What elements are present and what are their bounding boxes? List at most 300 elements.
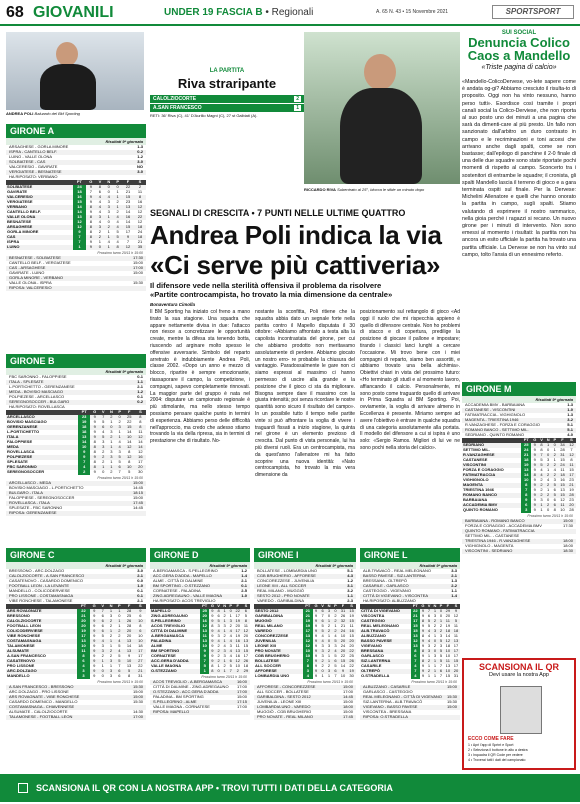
standings-header-cell: PT [412, 603, 418, 609]
result-row: CASTEGGIO - VIGEVANO 1-1 [363, 588, 457, 593]
table-row: COLICODERVIESE 19 9 6 1 2 20 6 [6, 629, 146, 634]
group-title: GIRONE I [254, 548, 356, 562]
next-row: JUVENILIA - LEONE XIII 15:00 [257, 699, 353, 704]
standings-header-cell: V [540, 437, 543, 443]
banner-text: SCANSIONA IL QR CON LA NOSTRA APP • TROVI TUTTI I DATI DELLA CATEGORIA [36, 783, 393, 793]
table-row: LUINO 1 9 0 1 8 12 35 [6, 245, 146, 250]
standings-header-cell: P [334, 603, 337, 609]
next-row: RIPOSA: MAPELLO [150, 710, 250, 715]
table-row: ROMANO BANCO 8 9 2 2 5 15 28 [462, 493, 576, 498]
table-row: MEDA 10 8 3 1 4 12 14 [6, 445, 146, 450]
table-row: SEREGNOSOCCER 2 9 0 2 7 5 30 [7, 469, 143, 475]
table-row: SEDRIANO 25 9 8 1 0 34 12 [462, 443, 576, 448]
standings-header-cell: V [99, 410, 107, 415]
standings-header-cell: G [86, 180, 96, 185]
player-head [56, 42, 78, 66]
next-row: ALBUZZANO - CASARILE 15:00 [360, 685, 460, 690]
results-header: Risultati 9ª giornata [254, 562, 356, 569]
standings-header-cell: V [96, 180, 105, 185]
match-title: Riva straripante [177, 76, 277, 91]
table-row: SOLBIATESE 24 9 8 0 0 22 2 [6, 185, 146, 190]
standings-header-cell: PT [77, 604, 89, 609]
table-row: MUGGIÒ 19 9 6 1 2 32 15 [254, 619, 356, 624]
sidebar-body: «Mandello-ColicoDervese, vo-lete sapere come è andata og-gi? Abbiamo cresciuto il risulta-to di proposito. Oggi non ha vinto nessuno, hanno perso tutti». Esordisce così tramite i propri canali social la Colico-Derviese, che non riporta al suo posto uno dei minuti a una pagina che sarà da dimenti-care al più presto. Un fallo non sanzionato dall'arbitro un duro contrasto in campo e le recriminazioni e toni accesi che arrivano anche dagli spalti, come se non bastasse; dall'epilogo di panchine il 2-0 finale di una delle due squadre sono state riportate pochi momenti di rispetto al campo. Sconcerto tra i sostenitori di entrambe le squadre; il cronista, gli spalti Mandello lascia il terreno di gioco e a gara terminata ospiti sul finale. Per la Dervese: Michelini Allenatore e quelli che hanno onorato la partita in campo, sugli spalti. Stiamo valutando di esprimere il nostro rammarico, nella gioia perché i ragazzi si recano. Un nuovo girone per i minuti di intervento. Non sono emessi al momento i risultati: la partita non ha ancora un esito ufficiale la partita ha trovato una partita ufficiale. La Dervese se non ha vinto sul campo, tolto l'ansia di un ennesimo referto. [462, 79, 576, 258]
result-row: SOLBIATESE - CAS 3-0 [6, 160, 146, 165]
table-row: L.PORTICHETTO 18 9 4 3 1 14 11 [7, 429, 143, 435]
table-row: BARBAIANA 9 9 3 0 6 12 23 [463, 497, 574, 503]
table-row: CASTEGGIO 17 8 5 2 1 11 5 [360, 619, 460, 624]
result-row: HA RIPOSATO: VERBANO [9, 174, 58, 179]
qr-steps: 1 • Apri l'app di Sprint e Sport 2 • Seleziona il bottone in alto a destra 3 • Inquadra il QR Code per vedere 4 • Troverai tutti i dati del campionato [468, 743, 528, 762]
table-row: GORLA MINORE 9 8 2 1 5 17 24 [7, 229, 143, 235]
article-title-2: «Ci serve più cattiveria» [150, 250, 441, 280]
table-row: ARCELLASCO 23 9 7 2 0 25 8 [6, 415, 146, 420]
results-header: Risultati 9ª giornata [150, 562, 250, 569]
table-row: VALLE OLONA 13 8 3 1 4 16 22 [6, 215, 146, 220]
result-row: ITALA - SPLESATE 1-1 [6, 380, 146, 385]
next-row: BULGARO - ITALA 18:15 [6, 491, 146, 496]
next-header: Prossimo turno 20/11 h 15:00 [411, 680, 457, 684]
standings-table [150, 604, 250, 674]
bottom-banner[interactable] [0, 774, 580, 802]
table-row: LEONE XIII 12 9 3 3 3 24 20 [255, 643, 354, 649]
table-row: S.PELLEGRINO 16 9 5 1 3 19 8 [150, 619, 250, 624]
next-row: ALSUMATE - CALOLZIOCORTE 14:30 [9, 709, 143, 714]
table-row: BOLLATESE 7 9 2 1 6 15 26 [254, 659, 356, 664]
table-row: PALADINA 13 9 4 1 4 16 13 [151, 638, 249, 644]
next-row: GARLASCO - CASTEGGIO [363, 689, 413, 694]
table-row: FBC SARONNO 4 8 1 1 6 10 20 [6, 465, 146, 470]
article-summary: Il difensore vede nella sterilità offensiva il problema da risolvere «Partite controcampista, ho trovato la mia dimensione da centrale» [150, 281, 393, 299]
result-row: BASSO PAVESE - SIZ.LANTERNA 2-1 [360, 574, 460, 579]
group-m [462, 382, 576, 554]
phone-icon [500, 686, 542, 734]
next-row: ARS ROVAGNATE - VIBE RONCHESE 15:00 [6, 695, 146, 700]
table-row: VISCONTEA 21 9 6 3 0 20 12 [361, 613, 459, 619]
table-row: ALB.TRAVACÒ 15 9 4 3 2 18 18 [361, 628, 459, 634]
table-row: VALLE IMAGNA 5 8 1 2 5 10 18 [151, 663, 249, 669]
result-row: PRO LISSONE - COSTAMASNAGA 0-1 [6, 594, 146, 599]
table-row: BRESSONO 21 9 6 3 0 25 6 [7, 613, 142, 619]
standings-header-cell: P [116, 410, 124, 415]
table-row: VISCONTINI 19 9 5 2 2 24 11 [462, 463, 576, 468]
standings-header-cell: N [327, 603, 331, 609]
standings-header-cell: F [122, 180, 134, 185]
result-row: A.BERGAMASCA - S.PELLEGRINO 1-2 [153, 568, 247, 573]
table-row: MAGENTA 8 9 2 2 5 15 21 [462, 483, 576, 488]
table-row: ALME 10 9 2 4 3 11 15 [151, 643, 249, 649]
results-header: Risultati 9ª giornata [6, 562, 146, 569]
next-row: PRO NOVATE - REAL MILANO 17:45 [254, 715, 356, 720]
next-row: SIZ.LANTERNA - ALB.TRAVACÒ 15:30 [363, 699, 457, 704]
standings-header-cell: G [533, 437, 537, 443]
standings-header-cell: S [242, 604, 250, 609]
table-row: CAS 7 8 2 1 5 9 18 [6, 235, 146, 240]
table-row: GARLASCO 6 9 1 3 5 10 17 [361, 653, 459, 659]
league-title: UNDER 19 FASCIA B • Regionali [164, 7, 314, 18]
photo-andrea-poli [6, 32, 144, 110]
standings-header-cell: N [104, 180, 113, 185]
standings-header-cell: N [107, 410, 115, 415]
photo-riccardo-riva [304, 32, 460, 184]
result-row: ALME - CITTÀ DI DALMINE 2-1 [153, 578, 247, 583]
results-header: Risultati 9ª giornata [6, 368, 146, 375]
result-row: SESTO 2012 - PRO NOVATE 1-1 [254, 594, 356, 599]
table-row: ISPRA 7 9 1 4 4 7 21 [7, 239, 143, 245]
result-row: VAREDO - GARIBALDINA 2-3 [257, 598, 353, 603]
standings-header-cell: F [558, 438, 567, 443]
standings-header-cell: G [210, 603, 214, 609]
group-a [6, 124, 146, 291]
result-row: CGB BRUGHERIO - AFFORESE 4-3 [254, 574, 356, 579]
article-title: Andrea Poli indica la via [150, 220, 442, 250]
next-header: Prossimo turno 20/11 h 15:00 [201, 675, 247, 679]
result-row: LUINO - VALLE OLONA 1-2 [9, 154, 143, 159]
table-row: ALSUMATE 11 9 3 2 4 13 17 [6, 649, 146, 654]
table-row: SIZ.LANTERNA 7 8 2 1 5 11 15 [361, 658, 459, 664]
result-row: HA RIPOSATO: ROVELLASCA [9, 404, 65, 409]
article-kicker: SEGNALI DI CRESCITA • 7 PUNTI NELLE ULTIME QUATTRO [150, 208, 406, 218]
table-row: ROVELLASCA 9 8 2 3 3 8 12 [7, 449, 143, 455]
result-row: ARSAGHESE - GORLA MINORE 1-3 [9, 144, 143, 149]
table-row: A.BERGAMASCA 11 9 3 2 4 19 20 [151, 633, 249, 639]
group-d [150, 548, 250, 715]
table-row: BM SPORTING 9 9 2 3 4 13 15 [151, 648, 249, 654]
table-row: FORZA E CORAGGIO 13 9 4 1 4 11 15 [463, 467, 574, 473]
match-details: RETI: 36' Riva (C), 41' D'Aurillo Magni (C), 27 st Galbiati (A). [150, 113, 258, 118]
sidebar-sub: «Triste pagina di calcio» [481, 64, 557, 71]
standings-header-cell: PT [73, 180, 86, 185]
table-row: TALAMONESE 10 9 3 1 5 14 18 [7, 643, 143, 649]
next-row: RIPOSA: O.STRADELLA [360, 715, 460, 720]
table-row: FALOPPIESE 14 8 3 1 4 14 14 [7, 439, 143, 445]
issue-date: A. 65 N. 43 • 15 Novembre 2021 [376, 9, 449, 15]
results-header: Risultati 9ª giornata [360, 562, 460, 569]
standings-table [462, 438, 576, 513]
result-row: R.VANZAGHESE - FORZA E CORAGGIO 5-1 [465, 422, 573, 427]
next-row: LOMBARDIA UNO - VAREDO 18:00 [254, 705, 356, 710]
table-row: SESTO 2012 21 9 6 3 0 31 15 [254, 609, 356, 614]
player-body [340, 88, 422, 184]
result-row: VIBE RONCHESE - TALAMONESE 2-1 [9, 598, 143, 603]
match-kicker: LA PARTITA [209, 68, 245, 74]
result-row: BRESSANA - OLTREPÒ 1-3 [363, 578, 457, 583]
standings-header-cell: N [546, 437, 550, 443]
standings-header-cell: PT [521, 438, 531, 443]
table-row: ACCADEMIA BMV 6 9 1 2 6 11 20 [462, 503, 576, 508]
result-row: BM SPORTING - O.STEZZANO 0-1 [150, 584, 250, 589]
next-row: O.STEZZANO - ACC.GERA D'ADDA 17:00 [150, 690, 250, 695]
next-row: ARC.DOLZAGO - PRO LISSONE 15:00 [9, 689, 143, 694]
standings-header-cell: V [99, 604, 107, 609]
group-title: GIRONE A [6, 124, 146, 138]
table-row: FOOTBALL LEON 20 9 6 2 1 28 8 [7, 623, 142, 629]
player-head [364, 54, 396, 90]
qr-how-title: ECCO COME FARE [468, 736, 514, 742]
page-header [0, 0, 580, 26]
standings-header-cell: PT [303, 604, 313, 609]
match-score: CALOLZIOCORTE 2 A.SAN FRANCESCO 1 [150, 95, 304, 112]
table-row: GERENZANESE 18 9 6 0 3 15 8 [6, 425, 146, 430]
table-row: AFFORESE 3 9 0 3 6 9 19 [254, 669, 356, 674]
group-l [360, 548, 460, 720]
standings-header-cell: PT [78, 410, 90, 415]
standings-header-cell: N [107, 604, 116, 609]
photo1-caption: ANDREA POLI Baluardo del Bkf Sporting [6, 111, 80, 116]
result-row: ZING.ADREGAUNO - VALLE IMAGNA 1-0 [150, 594, 250, 599]
next-row: BARBAIANA - ROMANO BANCO 15:00 [462, 519, 576, 524]
result-row: ALB.TRAVACÒ - REAL MELEGNANO 3-3 [363, 568, 457, 573]
article-col-1: Il BM Sporting ha iniziato col freno a mano tirato la sua stagione. Una squadra che appare nettamente divisa in due: l'attacco non riesce a concretizzare le opportunità create, mentre la difesa sta tenendo botta, riuscendo ad arginare molto spesso le offensive avversarie. Simbolo del reparto arretrato è indubbiamente Andrea Poli, classe 2002. «Dopo un anno e mezzo di blocco, ripartire è sempre emozionante, riassaporare il campo, la competizione, i compagni, sapevo completamente rinnovati. La maggior parte del gruppo è nata nel 2004: disputare un campionato regionale è più stimolante, ma nello stesso tempo possiamo pensare qualche punto in termini di esperienza. Abbiamo perso delle difficoltà nell'approccio, ma credo che adesso stiamo trovando la via della ripresa, sia in termini di prestazione che di risultato. No- [150, 309, 250, 445]
next-row: ALL SOCCER - BOLLATESE 17:00 [257, 689, 353, 694]
next-row: MUGGIÒ - CGB BRUGHERIO 15:00 [257, 709, 353, 714]
result-row: CALOLZIOCORTE - A.SAN FRANCESCO 2-1 [6, 574, 146, 579]
next-row: VISCONTINI - SEDRIANO 18:30 [462, 549, 576, 554]
table-row: CORNATESE 9 9 2 3 4 16 17 [151, 653, 249, 659]
qr-title: SCANSIONA IL QR [478, 662, 559, 672]
next-row: REAL MELEGNANO - CITTÀ DI VIGEVANO 15:30 [360, 695, 460, 700]
player-body [40, 64, 96, 110]
photo2-caption: RICCARDO RIVA Subentrato al 25°, blocca le sfide un minuto dopo [304, 187, 425, 192]
group-title: GIRONE M [462, 382, 576, 396]
standings-header-cell: P [229, 603, 233, 609]
standings-header-cell: V [321, 603, 324, 609]
table-row: CITTÀ DI VIGEVANO 22 9 7 1 0 29 9 [360, 609, 460, 614]
standings-header-cell: F [444, 604, 452, 609]
table-row: CASARILE 4 9 1 1 7 13 17 [361, 663, 459, 669]
table-row: ARSAGHESE 12 8 3 2 4 15 18 [6, 225, 146, 230]
result-row: ROMANO BANCO - SETTIMO MIL. 5-1 [462, 428, 576, 433]
table-row: VIBE RONCHESE 17 9 5 2 2 20 10 [7, 633, 143, 639]
result-row: REAL MILANO - MUGGIÒ 3-2 [257, 588, 353, 593]
next-header: Prossimo turno 20/11 h 15:00 [97, 251, 143, 255]
next-row: COSTAMASNAGA - CHIAVENNESE [6, 705, 146, 710]
result-row: CASTANESE - VISCONTINI 1-0 [462, 408, 576, 413]
result-row: ACC.GERA D'ADDA - MAPELLO 1-4 [150, 574, 250, 579]
table-row: ALBUZZANO 13 8 4 1 3 14 11 [361, 633, 459, 639]
group-title: GIRONE L [360, 548, 460, 562]
standings-table [6, 604, 146, 679]
article-col-2: nostante la sconfitta, Poli ritiene che la squadra abbia dato un segnale forte nella partita contro il Mapello disputata il 30 ottobre: «Abbiamo affrontato a testa alta la capolista incontrastata del girone, per cui che abbiamo prodotto non meritavamo assolutamente di perdere. Abbiamo giocato un nostro erro- re probabile la chiusura del vantaggio. Paradossalmente le gare non ci siamo espressi al massimo ci hanno permesso di uscire alla grande e la posizione che il gioco ci sta da migliorare. Bisogna sempre dare il massimo con la giusta intensità; poi senza ricordare le nostre quantità sono sicuro il risultato del campo». In un possibile tutto il tempo nelle partite vinte si può affrontare la voglia di vivere i traguardi fissati a inizio stagione, la quinta nel girone è un elemento prezioso di crescita. Dal punto di vista personale, lui ha più diversi ruoli. Era un centrocampista, ma da quest'anno l'allenatore mi ha fatto scoprire una nuova identità: «Nato centrocampista, ho trovato la mia vera dimensione da [255, 309, 355, 479]
table-row: CALOLZIOCORTE 20 9 6 2 1 26 10 [6, 619, 146, 624]
result-row: LEONE XIII - ALL SOCCER 3-1 [254, 584, 356, 589]
result-row: HA RIPOSATO: ACOS TREVIGLIO [153, 598, 216, 603]
table-row: CASATENOVO 6 9 1 3 5 10 27 [6, 659, 146, 664]
standings-header-cell: S [134, 180, 146, 185]
next-header: Prossimo turno 20/11 h 15:00 [307, 680, 353, 684]
table-row: BRESSANA 8 8 3 0 5 10 17 [361, 648, 459, 654]
standings-header-cell: F [124, 410, 135, 415]
standings-table [6, 180, 146, 250]
table-row: ACC.GERA D'ADDA 7 9 2 1 6 12 26 [151, 658, 249, 664]
standings-header-cell: S [135, 410, 146, 415]
next-row: S.PELLEGRINO - ALME 17:15 [150, 700, 250, 705]
next-row: CAS - ARSAGHESE 17:00 [6, 266, 146, 271]
result-row: CASATENOVO - CASARDO DOMENICO 0-0 [9, 578, 143, 583]
table-row: POLPIEZESE 9 9 2 3 5 12 16 [6, 455, 146, 460]
next-row: CITTÀ DI DALMINE - ZING.ADREGAUNO 17:00 [153, 684, 247, 689]
next-header: Prossimo turno 20/11 h 15:00 [527, 514, 573, 518]
section-title: GIOVANILI [33, 4, 114, 21]
table-row: TRIESTINA 1946 7 9 2 1 6 13 19 [463, 487, 574, 493]
next-row: RIPOSA: GERENZANESE [6, 511, 146, 516]
table-row: GAVIRATE 18 7 6 0 1 21 11 [7, 189, 143, 195]
table-row: PRO NOVATE 10 9 3 2 4 20 22 [254, 649, 356, 654]
table-row: ZING.ADREGAUNO 20 9 6 2 1 17 5 [151, 613, 248, 619]
next-row: GORLA MINORE - VERBANO [6, 276, 146, 281]
table-row: JUVENILIA 12 9 4 0 5 20 20 [254, 639, 356, 644]
page-number: 68 [6, 4, 24, 21]
main-article [150, 208, 460, 479]
standings-header-cell: N [223, 603, 227, 609]
table-row: VIGHIGNOLO 10 9 2 4 3 16 23 [463, 477, 574, 483]
standings-header-cell: S [347, 604, 356, 609]
next-row: PALADINA - BM SPORTING 15:00 [153, 694, 247, 699]
standings-table [254, 604, 356, 679]
result-row: BRESSONO - ARC.DOLZAGO 3-0 [9, 568, 143, 573]
result-row: VALCERESIO - GAVIRATE NO [9, 164, 143, 169]
next-row: VISCONTEA - BRESSANA [363, 709, 412, 714]
group-title: GIRONE B [6, 354, 146, 368]
standings-header-cell: G [90, 604, 99, 609]
result-row: POLPIEZESE - ARCELLASCO 0-1 [9, 394, 143, 399]
next-row: AFFORESE - CONCOREZZESE 15:00 [254, 685, 356, 690]
table-row: SETTIMO MIL. 24 9 8 0 1 28 7 [463, 447, 573, 453]
next-row: RIPOSA: VALCERESIO [6, 286, 146, 291]
result-row: CASARILE - GARLASCO 2-2 [360, 584, 460, 589]
table-row: VERBANO 14 8 4 3 1 13 12 [6, 205, 146, 210]
standings-header-cell: N [433, 603, 437, 609]
standings-header-cell: P [113, 180, 122, 185]
sidebar-title: Denuncia Colico [468, 35, 570, 50]
table-row: LOMBARDIA UNO 4 9 1 1 7 10 30 [255, 673, 354, 679]
table-row: COSTAMASNAGA 13 9 4 1 4 13 10 [6, 639, 146, 644]
sidebar-kicker: SUI SOCIAL [501, 30, 537, 36]
next-row: TRIESTINA 1946 - R.VANZAGHESE 18:00 [462, 539, 576, 544]
next-row: GAVIRATE - LUINO 15:00 [9, 270, 143, 275]
table-row: CITTÀ DI DALMINE 13 9 4 1 4 17 12 [151, 628, 249, 634]
result-row: HA RIPOSATO: ALBUZZANO [363, 598, 416, 603]
qr-icon [18, 783, 28, 793]
result-row: SEREGNOSOCCER - BULGARO 0-2 [6, 400, 146, 405]
article-col-3: posizionamento sul rettangolo di gioco «Ad oggi il ruolo che mi rispecchia appieno è quello di difensore centrale. Non ho problemi di stacco e di copertura, predilige la posizione di giocare il pallone e impostare; tirando i classici lanci lunghi a cercare l'occasione. Mi trovo bene con i miei compagni di reparto, siamo ben assortiti, e abbiamo trovato una bella alchimia». Obiettivi chiari in vista del prossimo futuro: «Ho terminato gli studi e al momento lavoro, affiancando il calcio. Personalmente, mi sono posto come traguardo quello di arrivare in Prima Squadra al BM Sporting. Poi, ovviamente, la voglia di arrivare almeno in Eccellenza è presente. Miriamo sempre ad avere l'obiettivo è entrare in qualche squadra di una categoria assolutamente alla portata. Il modello del difensore a cui si ispira è uno solo: «Sergio Ramos. Migliori di lui ve ne sono pochi nella storia del calcio». [360, 309, 460, 451]
table-row: BESNATESE 12 8 4 0 4 14 12 [7, 219, 143, 225]
table-row: CANTELLO BELF. 14 9 4 3 2 14 12 [7, 209, 143, 215]
header-rule [0, 24, 580, 26]
next-header: Prossimo turno 20/11 h 15:00 [97, 476, 143, 480]
next-row: QUINTO ROMANO - FATIMATRACCIA [462, 529, 576, 534]
next-row: VIGEVANO - BASSO PAVESE 15:00 [360, 705, 460, 710]
table-row: R.VANZAGHESE 21 9 7 0 2 31 12 [462, 453, 576, 458]
result-row: VERGIATESE - BESNATESE 3-0 [6, 170, 146, 175]
result-row: MEDA - BOVISIO MASCIAGO 1-2 [6, 390, 146, 395]
standings-table [360, 604, 460, 679]
table-row: ARS ROVAGNATE 22 9 7 1 1 28 9 [6, 609, 146, 614]
qr-box[interactable] [462, 658, 576, 770]
result-row: FATIMATRACCIA - VIGHIGNOLO 1-3 [465, 412, 573, 417]
next-row: CANTELLO BELF. - VERGIATESE 15:00 [9, 260, 143, 265]
standings-header-cell: S [567, 438, 576, 443]
result-row: ISPRA - CANTELLO BELF. 0-2 [6, 150, 146, 155]
result-row: ACCADEMIA BMV - BARBAIANA 1-3 [465, 402, 573, 407]
table-row: ITALA 13 9 5 2 1 10 12 [6, 435, 146, 440]
standings-header-cell: F [339, 604, 348, 609]
result-row: SEDRIANO - QUINTO ROMANO 4-0 [465, 432, 573, 437]
table-row: MAPELLO 25 9 8 1 0 22 6 [150, 609, 250, 614]
result-row: CONCOREZZESE - JUVENILIA 1-2 [257, 578, 353, 583]
standings-header-cell: V [427, 603, 431, 609]
result-row: FOOTBALL LEON - LA LEVANTE 1-0 [6, 584, 146, 589]
standings-header-cell: V [217, 603, 220, 609]
standings-table [6, 410, 146, 475]
standings-header-cell: F [123, 604, 134, 609]
result-row: L.PORTICHETTO - GERENZANESE 2-1 [9, 384, 143, 389]
table-row: VALCERESIO 16 9 4 4 1 15 8 [6, 195, 146, 200]
brand-logo: SPORTSPORT [492, 5, 574, 19]
article-byline: Bonaventura Cimolla [150, 302, 196, 307]
table-row: A.SAN FRANCESCO 8 9 2 2 5 9 17 [7, 653, 143, 659]
next-row: VALLE OLONA - ISPRA 15:30 [9, 280, 143, 285]
table-row: O.STRADELLA 4 9 1 1 7 15 31 [361, 673, 459, 679]
table-row: REAL MILANO 19 9 5 2 1 21 11 [255, 623, 354, 629]
table-row: BOVISIO MASCIAGO 19 9 5 1 2 22 8 [7, 419, 142, 425]
social-sidebar [462, 30, 576, 259]
standings-header-cell: G [314, 603, 318, 609]
next-row: BOVISIO MASCIAGO - L.PORTICHETTO 14:45 [9, 485, 143, 490]
table-row: PRO LISSONE 4 9 1 1 7 13 22 [7, 663, 143, 669]
result-row: CORNATESE - PALADINA 2-5 [153, 588, 247, 593]
result-row: FBC SARONNO - FALOPPIESE 0-1 [9, 374, 143, 379]
standings-header-cell: G [421, 603, 425, 609]
table-row: SPLESATE 7 8 2 1 5 8 17 [7, 459, 143, 465]
table-row: MANDELLO 3 9 0 3 6 8 31 [7, 673, 143, 679]
table-row: CASTANESE 18 9 5 3 1 15 8 [463, 457, 573, 463]
group-b [6, 354, 146, 516]
table-row: CGB BRUGHERIO 10 9 3 1 5 22 25 [255, 653, 354, 659]
table-row: QUINTO ROMANO 3 9 1 0 8 10 28 [463, 507, 574, 513]
sidebar-title-2: Caos a Mandello [467, 48, 571, 63]
table-row: O.STEZZANO 1 8 0 1 7 2 29 [151, 668, 249, 674]
next-row: SETTIMO MIL. - CASTANESE [465, 533, 520, 538]
group-c [6, 548, 146, 720]
table-row: FATIMATRACCIA 14 8 4 2 2 18 17 [462, 473, 576, 478]
next-row: TALAMONESE - FOOTBALL LEON 17:00 [6, 715, 146, 720]
result-row: MANDELLO - COLICODERVIESE 0-1 [9, 588, 143, 593]
next-row: ACOS TREVIGLIO - A.BERGAMASCA 16:00 [150, 680, 250, 685]
result-row: CITTÀ DI VIGEVANO - VISCONTEA 1-4 [360, 594, 460, 599]
table-row: OLTREPÒ 7 9 2 1 6 10 20 [361, 668, 459, 674]
next-row: CASARDO DOMENICO - MANDELLO 15:30 [9, 699, 143, 704]
table-row: ALL SOCCER 8 9 2 2 5 14 22 [255, 663, 354, 669]
group-title: GIRONE D [150, 548, 250, 562]
next-row: VIGHIGNOLO - MAGENTA 18:00 [465, 543, 573, 548]
group-i [254, 548, 356, 720]
next-row: A.SAN FRANCESCO - BRESSONO 15:30 [6, 685, 146, 690]
next-row: FORZA E CORAGGIO - ACCADEMIA BMV 17:30 [465, 523, 573, 528]
standings-header-cell: P [115, 604, 123, 609]
table-row: REAL MELEGNANO 15 9 5 2 2 19 11 [361, 623, 459, 629]
results-header: Risultati 9ª giornata [6, 138, 146, 145]
match-box [150, 68, 304, 119]
table-row: CONCOREZZESE 13 9 4 1 4 10 15 [255, 633, 354, 639]
table-row: ARC.DOLZAGO 3 9 0 3 6 5 21 [6, 669, 146, 674]
table-row: BASSO PAVESE 12 9 4 0 5 12 13 [361, 638, 459, 644]
next-row: ROVELLASCA - ITALA 17:45 [6, 501, 146, 506]
standings-header-cell: P [439, 603, 443, 609]
next-row: FALOPPIESE - SEREGNOSOCCER 15:00 [9, 495, 143, 500]
table-row: VERGIATESE 15 9 4 3 2 23 16 [7, 199, 143, 205]
next-row: GARIBALDINA - SESTO 2012 14:45 [254, 695, 356, 700]
